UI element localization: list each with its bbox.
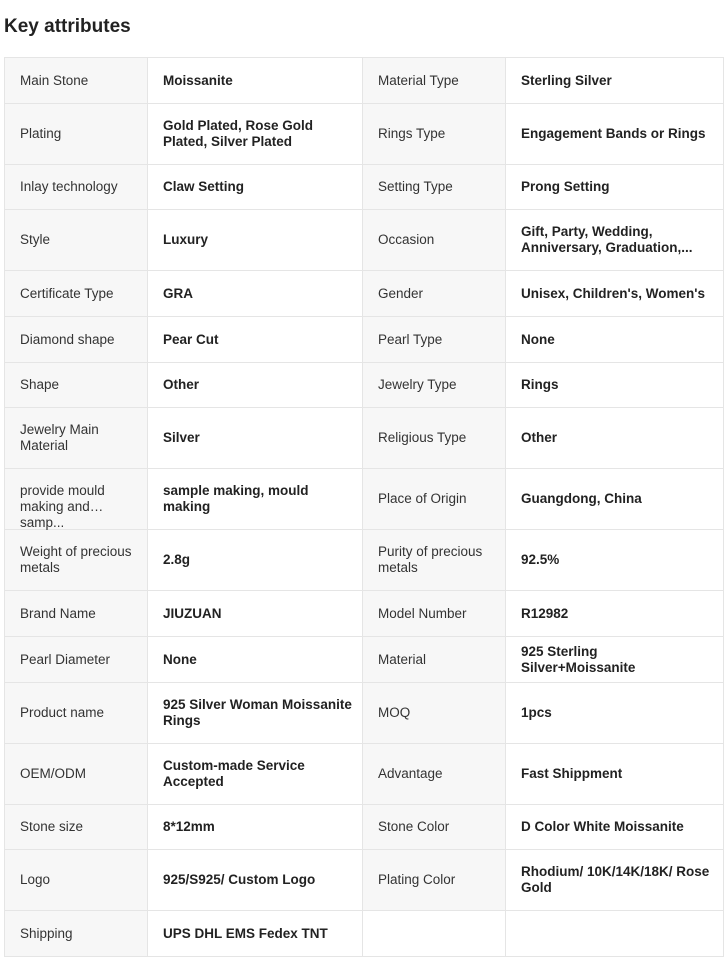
- attribute-label: Gender: [363, 271, 506, 317]
- attribute-value: None: [148, 637, 363, 683]
- attribute-value: 92.5%: [506, 530, 724, 591]
- table-row: [5, 104, 724, 165]
- attribute-value: Rhodium/ 10K/14K/18K/ Rose Gold: [506, 850, 724, 911]
- attribute-value: Sterling Silver: [506, 58, 724, 104]
- attribute-label: Shipping: [5, 911, 148, 957]
- attribute-label: Weight of precious metals: [5, 530, 148, 591]
- attribute-value: 1pcs: [506, 683, 724, 744]
- attribute-label: Stone Color: [363, 805, 506, 850]
- attribute-label: Model Number: [363, 591, 506, 637]
- attribute-value: Custom-made Service Accepted: [148, 744, 363, 805]
- table-row: [5, 271, 724, 317]
- table-row: [5, 637, 724, 683]
- attribute-label: Jewelry Type: [363, 363, 506, 408]
- attribute-label: Diamond shape: [5, 317, 148, 363]
- table-row: [5, 530, 724, 591]
- table-row: [5, 850, 724, 911]
- attribute-value: Luxury: [148, 210, 363, 271]
- attribute-label: Occasion: [363, 210, 506, 271]
- table-row: [5, 58, 724, 104]
- table-row: [5, 911, 724, 957]
- table-row: [5, 408, 724, 469]
- attribute-label: Advantage: [363, 744, 506, 805]
- attribute-label: Setting Type: [363, 165, 506, 210]
- attribute-label: Stone size: [5, 805, 148, 850]
- attribute-label: MOQ: [363, 683, 506, 744]
- attribute-value: Silver: [148, 408, 363, 469]
- table-row: [5, 317, 724, 363]
- attribute-value: UPS DHL EMS Fedex TNT: [148, 911, 363, 957]
- attribute-value: 2.8g: [148, 530, 363, 591]
- attribute-label: Purity of precious metals: [363, 530, 506, 591]
- attribute-label: Pearl Type: [363, 317, 506, 363]
- attribute-label: Place of Origin: [363, 469, 506, 530]
- table-row: [5, 210, 724, 271]
- table-row: [5, 683, 724, 744]
- attribute-label: Inlay technology: [5, 165, 148, 210]
- attribute-value: 925/S925/ Custom Logo: [148, 850, 363, 911]
- attribute-value: Gift, Party, Wedding, Anniversary, Graduation,...: [506, 210, 724, 271]
- attribute-value: Gold Plated, Rose Gold Plated, Silver Plated: [148, 104, 363, 165]
- key-attributes-table: [4, 57, 724, 957]
- table-row: [5, 165, 724, 210]
- table-row: [5, 744, 724, 805]
- table-row: [5, 469, 724, 530]
- attribute-label: Certificate Type: [5, 271, 148, 317]
- attribute-label: Style: [5, 210, 148, 271]
- section-title: Key attributes: [4, 16, 131, 37]
- attribute-value: Pear Cut: [148, 317, 363, 363]
- attribute-value: Other: [148, 363, 363, 408]
- attribute-value: Guangdong, China: [506, 469, 724, 530]
- attribute-label: Logo: [5, 850, 148, 911]
- attribute-value: Rings: [506, 363, 724, 408]
- attribute-value: Unisex, Children's, Women's: [506, 271, 724, 317]
- attribute-label: Plating: [5, 104, 148, 165]
- attribute-value: Engagement Bands or Rings: [506, 104, 724, 165]
- attribute-label: Jewelry Main Material: [5, 408, 148, 469]
- attribute-label: provide mould making and samp...: [5, 469, 148, 530]
- table-row: [5, 363, 724, 408]
- attribute-value: Moissanite: [148, 58, 363, 104]
- attribute-label: Brand Name: [5, 591, 148, 637]
- table-row: [5, 805, 724, 850]
- attribute-value: D Color White Moissanite: [506, 805, 724, 850]
- table-row: [5, 591, 724, 637]
- attribute-label: Material Type: [363, 58, 506, 104]
- attribute-value: GRA: [148, 271, 363, 317]
- attribute-value: Other: [506, 408, 724, 469]
- attribute-value: JIUZUAN: [148, 591, 363, 637]
- attribute-value: 925 Silver Woman Moissanite Rings: [148, 683, 363, 744]
- attribute-value: 925 Sterling Silver+Moissanite: [506, 637, 724, 683]
- attribute-label: Material: [363, 637, 506, 683]
- attribute-value: R12982: [506, 591, 724, 637]
- attribute-value: Claw Setting: [148, 165, 363, 210]
- attribute-value: sample making, mould making: [148, 469, 363, 530]
- attribute-label: Shape: [5, 363, 148, 408]
- attribute-value: 8*12mm: [148, 805, 363, 850]
- empty-cell: [506, 911, 724, 957]
- attribute-label: OEM/ODM: [5, 744, 148, 805]
- attribute-value: Prong Setting: [506, 165, 724, 210]
- attribute-label: Product name: [5, 683, 148, 744]
- attribute-value: None: [506, 317, 724, 363]
- attribute-label: Rings Type: [363, 104, 506, 165]
- attribute-label: Pearl Diameter: [5, 637, 148, 683]
- attribute-label: Religious Type: [363, 408, 506, 469]
- empty-cell: [363, 911, 506, 957]
- attribute-label: Main Stone: [5, 58, 148, 104]
- attribute-value: Fast Shippment: [506, 744, 724, 805]
- attribute-label: Plating Color: [363, 850, 506, 911]
